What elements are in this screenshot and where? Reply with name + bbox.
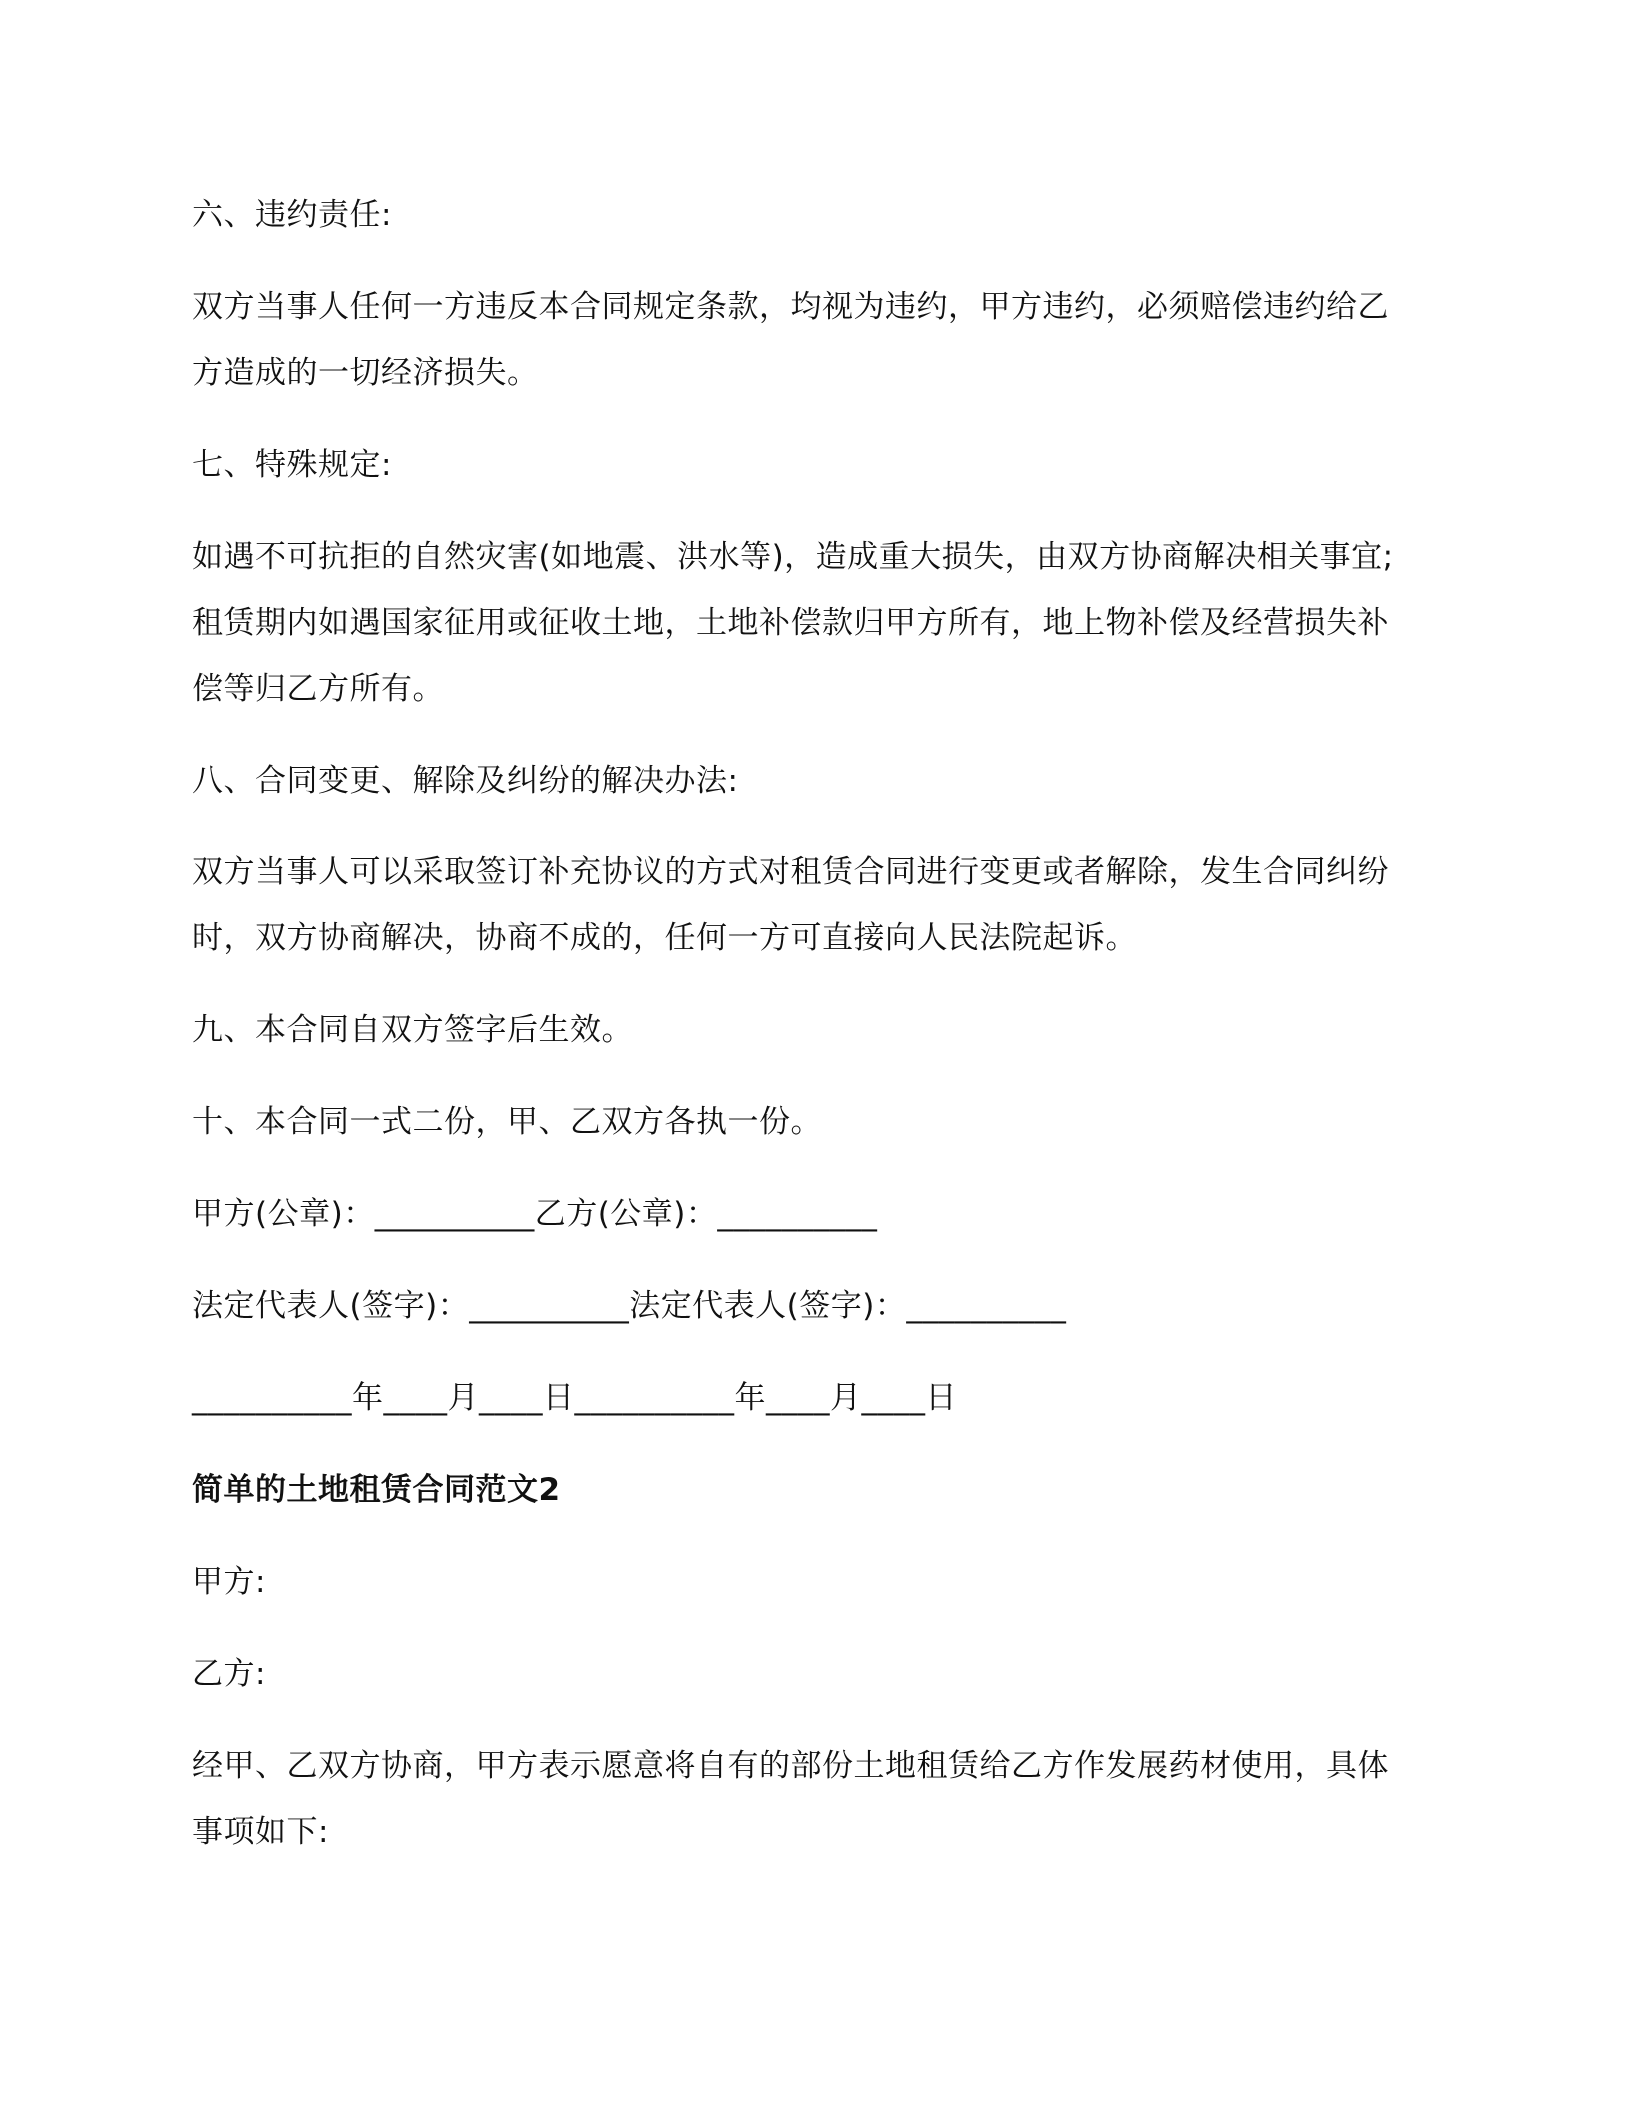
paragraph-line: 双方当事人可以采取签订补充协议的方式对租赁合同进行变更或者解除，发生合同纠纷 xyxy=(192,854,1389,890)
date-line: __________年____月____日__________年____月____日 xyxy=(192,1380,957,1416)
party-a-label: 甲方: xyxy=(192,1564,266,1600)
paragraph-line: 双方当事人任何一方违反本合同规定条款，均视为违约，甲方违约，必须赔偿违约给乙 xyxy=(192,289,1389,325)
section-nine-heading: 九、本合同自双方签字后生效。 xyxy=(192,1012,633,1048)
paragraph-line: 事项如下: xyxy=(192,1814,329,1850)
paragraph-line: 方造成的一切经济损失。 xyxy=(192,355,539,391)
section-ten-heading: 十、本合同一式二份，甲、乙双方各执一份。 xyxy=(192,1104,822,1140)
party-seal-line: 甲方(公章)：__________乙方(公章)：__________ xyxy=(192,1196,878,1232)
paragraph-line: 经甲、乙双方协商，甲方表示愿意将自有的部份土地租赁给乙方作发展药材使用，具体 xyxy=(192,1748,1389,1784)
party-b-label: 乙方: xyxy=(192,1656,266,1692)
section-title: 简单的土地租赁合同范文2 xyxy=(192,1472,561,1508)
section-eight-heading: 八、合同变更、解除及纠纷的解决办法: xyxy=(192,763,739,799)
section-six-heading: 六、违约责任: xyxy=(192,197,392,233)
paragraph-line: 如遇不可抗拒的自然灾害(如地震、洪水等)，造成重大损失，由双方协商解决相关事宜; xyxy=(192,539,1394,575)
section-seven-heading: 七、特殊规定: xyxy=(192,447,392,483)
legal-rep-signature-line: 法定代表人(签字)：__________法定代表人(签字)：__________ xyxy=(192,1288,1067,1324)
paragraph-line: 偿等归乙方所有。 xyxy=(192,671,444,707)
paragraph-line: 租赁期内如遇国家征用或征收土地，土地补偿款归甲方所有，地上物补偿及经营损失补 xyxy=(192,605,1389,641)
paragraph-line: 时，双方协商解决，协商不成的，任何一方可直接向人民法院起诉。 xyxy=(192,920,1137,956)
